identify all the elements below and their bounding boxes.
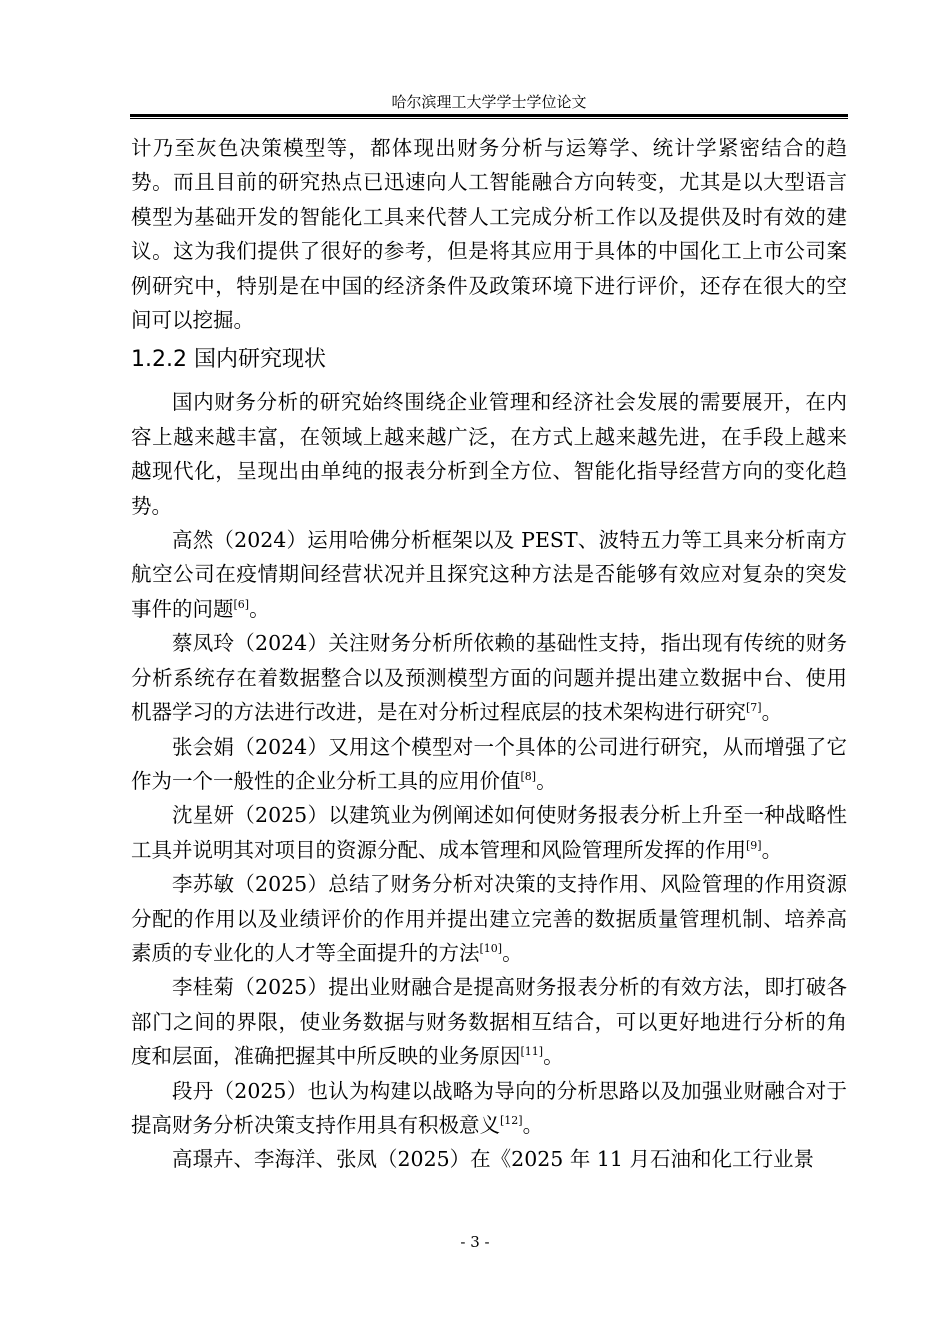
paragraph-tail: 。 bbox=[543, 1044, 564, 1069]
paragraph-text: 沈星妍（2025）以建筑业为例阐述如何使财务报表分析上升至一种战略性工具并说明其对项目的资源分配、成本管理和风险管理所发挥的作用 bbox=[131, 803, 847, 862]
citation-11[interactable]: [11] bbox=[520, 1045, 544, 1059]
citation-10[interactable]: [10] bbox=[479, 941, 503, 955]
paragraph-text: 高然（2024）运用哈佛分析框架以及 PEST、波特五力等工具来分析南方航空公司在疫情期间经营状况并且探究这种方法是否能够有效应对复杂的突发事件的问题 bbox=[131, 528, 847, 621]
paragraph-text: 蔡凤玲（2024）关注财务分析所依赖的基础性支持，指出现有传统的财务分析系统存在着数据整合以及预测模型方面的问题并提出建立数据中台、使用机器学习的方法进行改进，是在对分析过程底层的技术架构进行研究 bbox=[131, 631, 847, 725]
paragraph-cai-fengling bbox=[131, 626, 847, 729]
paragraph-tail: 。 bbox=[502, 940, 523, 965]
citation-7[interactable]: [7] bbox=[746, 701, 762, 715]
paragraph-shen-xingyan bbox=[131, 798, 847, 867]
citation-6[interactable]: [6] bbox=[233, 597, 250, 611]
paragraph-text: 高璟卉、李海洋、张凤（2025）在《2025 年 11 月石油和化工行业景 bbox=[172, 1147, 814, 1172]
body-text bbox=[131, 131, 847, 1177]
citation-8[interactable]: [8] bbox=[520, 769, 537, 783]
citation-12[interactable]: [12] bbox=[500, 1113, 523, 1127]
paragraph-tail: 。 bbox=[761, 700, 783, 725]
paragraph-tail: 。 bbox=[761, 837, 783, 862]
continuation-paragraph: 计乃至灰色决策模型等，都体现出财务分析与运筹学、统计学紧密结合的趋势。而且目前的研究热点已迅速向人工智能融合方向转变，尤其是以大型语言模型为基础开发的智能化工具来代替人工完成分析工作以及提供及时有效的建议。这为我们提供了很好的参考，但是将其应用于具体的中国化工上市公司案例研究中，特别是在中国的经济条件及政策环境下进行评价，还存在很大的空间可以挖掘。 bbox=[131, 136, 847, 333]
paragraph-gao-ran bbox=[131, 523, 847, 626]
paragraph-text: 国内财务分析的研究始终围绕企业管理和经济社会发展的需要展开，在内容上越来越丰富，在领域上越来越广泛，在方式上越来越先进，在手段上越来越现代化，呈现出由单纯的报表分析到全方位、智能化指导经营方向的变化趋势。 bbox=[131, 390, 847, 518]
paragraph-overview bbox=[131, 385, 847, 523]
header-rule-thick bbox=[130, 114, 848, 117]
paragraph-li-sumin bbox=[131, 867, 847, 970]
paragraph-tail: 。 bbox=[522, 1112, 544, 1137]
running-header: 哈尔滨理工大学学士学位论文 bbox=[391, 93, 587, 111]
paragraph-text: 段丹（2025）也认为构建以战略为导向的分析思路以及加强业财融合对于提高财务分析决策支持作用具有积极意义 bbox=[131, 1078, 847, 1137]
citation-9[interactable]: [9] bbox=[746, 838, 762, 852]
paragraph-li-guiju bbox=[131, 970, 847, 1073]
paragraph-tail: 。 bbox=[536, 768, 557, 793]
header-rule-thin bbox=[130, 118, 848, 119]
section-heading: 1.2.2 国内研究现状 bbox=[131, 347, 326, 373]
paragraph-gao-jinghui bbox=[131, 1142, 847, 1176]
paragraph-zhang-huijuan bbox=[131, 730, 847, 799]
paragraph-tail: 。 bbox=[249, 596, 270, 621]
paragraph-duan-dan bbox=[131, 1074, 847, 1143]
page-number: - 3 - bbox=[460, 1233, 490, 1251]
paragraph-text: 张会娟（2024）又用这个模型对一个具体的公司进行研究，从而增强了它作为一个一般性的企业分析工具的应用价值 bbox=[131, 734, 847, 793]
paragraph-text: 李苏敏（2025）总结了财务分析对决策的支持作用、风险管理的作用资源分配的作用以及业绩评价的作用并提出建立完善的数据质量管理机制、培养高素质的专业化的人才等全面提升的方法 bbox=[131, 872, 847, 965]
paragraph-text: 李桂菊（2025）提出业财融合是提高财务报表分析的有效方法，即打破各部门之间的界限，使业务数据与财务数据相互结合，可以更好地进行分析的角度和层面，准确把握其中所反映的业务原因 bbox=[131, 975, 847, 1069]
